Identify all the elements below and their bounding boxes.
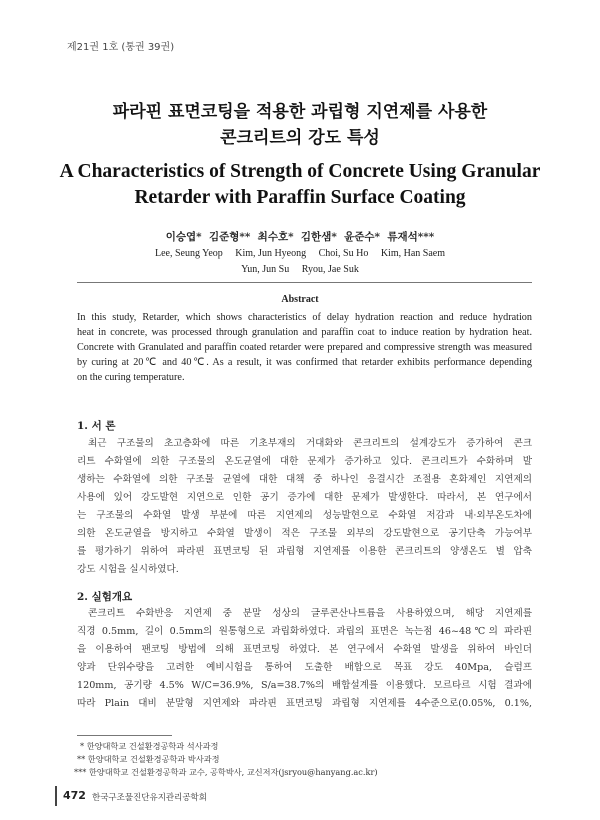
body-line: 강도 시험을 실시하였다. (77, 564, 179, 575)
issue-label: 제21권 1호 (통권 39권) (67, 42, 175, 53)
title-korean-line-2: 콘크리트의 강도 특성 (220, 128, 380, 148)
body-line: 120mm, 공기량 4.5% W/C=36.9%, S/a=38.7%의 배합설계를 이용했다. 모르타르 시험 결과에 (77, 680, 532, 691)
body-line: 양과 단위수량을 고려한 예비시험을 통하여 도출한 배합으로 목표 강도 40Mpa, 슬럼프 (77, 662, 532, 673)
body-line: 을 이용하여 팬코팅 방법에 의해 표면코팅 하였다. 본 연구에서 수화열 발생을 위하여 바인더 (77, 644, 532, 655)
authors-english-line-1: Lee, Seung Yeop Kim, Jun Hyeong Choi, Su Ho Kim, Han Saem (155, 248, 445, 259)
page-number: 472 (63, 789, 86, 802)
body-line: 직경 0.5mm, 길이 0.5mm의 원통형으로 과립화하였다. 과립의 표면은 녹는점 46~48℃의 파라핀 (77, 626, 532, 637)
journal-name: 한국구조물진단유지관리공학회 (92, 793, 207, 803)
footnote: *** 한양대학교 건설환경공학과 교수, 공학박사, 교신저자(jsryou@hanyang.ac.kr) (74, 767, 378, 777)
abstract-line: heat in concrete, was processed through granulation and paraffin coat to induce reation by hydration heat. (77, 327, 532, 338)
section-heading-introduction: 1. 서 론 (77, 420, 116, 432)
abstract-line: In this study, Retarder, which shows characteristics of delay hydration reaction and reduce hydration (77, 312, 532, 323)
footer-bar (55, 786, 57, 806)
title-korean-line-1: 파라핀 표면코팅을 적용한 과립형 지연제를 사용한 (112, 102, 488, 122)
footnote: * 한양대학교 건설환경공학과 석사과정 (80, 741, 219, 751)
divider (77, 282, 532, 283)
title-english-line-1: A Characteristics of Strength of Concrete Using Granular (59, 161, 541, 182)
footnote-divider (77, 735, 172, 736)
authors-english-line-2: Yun, Jun Su Ryou, Jae Suk (241, 264, 359, 275)
body-line: 콘크리트 수화반응 지연제 중 분말 성상의 글루콘산나트륨을 사용하였으며, 해당 지연제를 (88, 608, 532, 619)
body-line: 의한 온도균열을 방지하고 수화열 발생이 적은 구조물 외부의 강도발현으로 공기단축 가능여부 (77, 528, 532, 539)
body-line: 최근 구조물의 초고층화에 따른 기초부재의 거대화와 콘크리트의 설계강도가 증가하여 콘크 (88, 438, 532, 449)
abstract-heading: Abstract (281, 294, 319, 305)
body-line: 를 평가하기 위하여 파라핀 표면코팅 된 과립형 지연제를 이용한 콘크리트의 양생온도 별 압축 (77, 546, 532, 557)
abstract-line: on the curing temperature. (77, 372, 185, 383)
body-line: 사용에 있어 강도발현 지연으로 인한 공기 증가에 대한 문제가 발생한다. 따라서, 본 연구에서 (77, 492, 532, 503)
title-english-line-2: Retarder with Paraffin Surface Coating (134, 187, 466, 208)
abstract-line: by curing at 20℃ and 40℃. As a result, it was confirmed that retarder exhibits performance depending (77, 357, 532, 368)
body-line: 는 구조물의 수화열 발생 부분에 따른 지연제의 성능발현으로 수화열 저감과 내·외부온도차에 (77, 510, 532, 521)
section-heading-experiment: 2. 실험개요 (77, 591, 133, 603)
authors-korean: 이승엽* 김준형** 최수호* 김한샘* 윤준수* 류재석*** (165, 231, 435, 243)
body-line: 리트 수화열에 의한 구조물의 온도균열에 대한 문제가 증가하고 있다. 콘크리트가 수화하며 발 (77, 456, 532, 467)
abstract-line: Concrete with Granulated and paraffin coated retarder were prepared and compressive strength was measured (77, 342, 532, 353)
body-line: 따라 Plain 대비 분말형 지연제와 파라핀 표면코팅 과립형 지연제를 4수준으로(0.05%, 0.1%, (77, 698, 532, 709)
footnote: ** 한양대학교 건설환경공학과 박사과정 (77, 754, 220, 764)
body-line: 생하는 수화열에 의한 구조물 균열에 대한 대책 중 하나인 응결시간 조절용 혼화제인 지연제의 (77, 474, 532, 485)
